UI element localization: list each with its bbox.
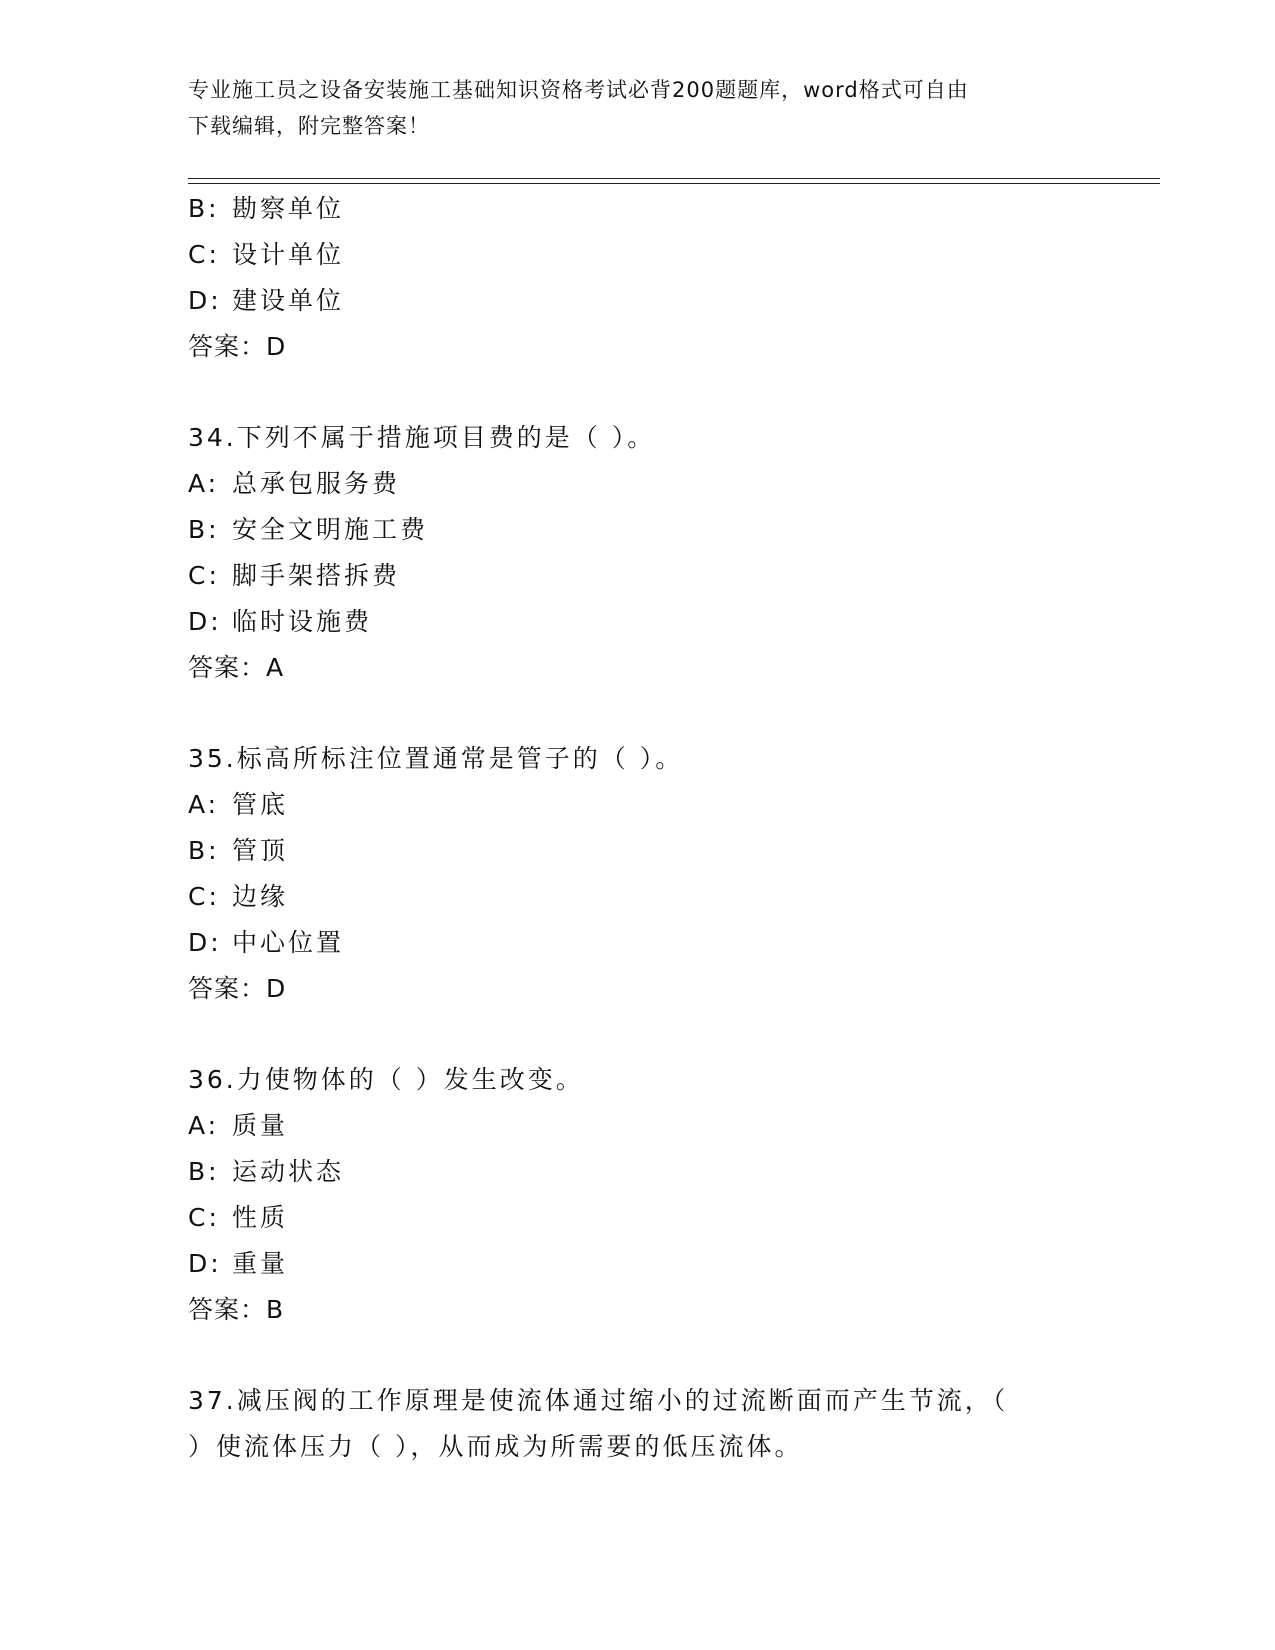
header-divider-bottom — [188, 183, 1160, 184]
option-letter: D: — [188, 607, 222, 636]
question-37-stem-line-2: ）使流体压力（ ），从而成为所需要的低压流体。 — [188, 1432, 803, 1461]
option-34-c — [188, 553, 1088, 599]
option-35-d — [188, 920, 1088, 966]
option-letter: D: — [188, 1249, 222, 1278]
option-letter: C: — [188, 1203, 220, 1232]
option-letter: A: — [188, 1111, 220, 1140]
option-letter: C: — [188, 561, 220, 590]
option-33-c — [188, 232, 1088, 278]
option-text: 脚手架搭拆费 — [232, 561, 401, 590]
option-letter: B: — [188, 1157, 220, 1186]
header-divider-top — [188, 178, 1160, 179]
option-letter: B: — [188, 515, 220, 544]
option-text: 边缘 — [232, 882, 289, 911]
option-36-a — [188, 1103, 1088, 1149]
option-text: 质量 — [232, 1111, 289, 1140]
option-letter: D: — [188, 928, 222, 957]
header-line-2: 下载编辑，附完整答案！ — [188, 114, 430, 138]
option-text: 勘察单位 — [232, 194, 345, 223]
option-35-b — [188, 828, 1088, 874]
option-letter: A: — [188, 469, 220, 498]
option-letter: C: — [188, 882, 220, 911]
option-text: 安全文明施工费 — [232, 515, 429, 544]
answer-36: 答案：B — [188, 1295, 285, 1324]
option-text: 重量 — [232, 1249, 289, 1278]
option-letter: C: — [188, 240, 220, 269]
question-content — [188, 186, 1088, 1470]
option-text: 中心位置 — [232, 928, 345, 957]
option-36-c — [188, 1195, 1088, 1241]
question-34-stem: 34.下列不属于措施项目费的是（ ）。 — [188, 423, 656, 452]
option-33-b — [188, 186, 1088, 232]
option-letter: A: — [188, 790, 220, 819]
option-36-b — [188, 1149, 1088, 1195]
option-text: 管底 — [232, 790, 289, 819]
option-35-c — [188, 874, 1088, 920]
answer-33: 答案：D — [188, 332, 287, 361]
option-letter: D: — [188, 286, 222, 315]
option-35-a — [188, 782, 1088, 828]
option-text: 总承包服务费 — [232, 469, 401, 498]
option-34-b — [188, 507, 1088, 553]
document-header — [188, 72, 1068, 144]
option-36-d — [188, 1241, 1088, 1287]
option-text: 性质 — [232, 1203, 289, 1232]
question-35-stem: 35.标高所标注位置通常是管子的（ ）。 — [188, 744, 684, 773]
option-letter: B: — [188, 194, 220, 223]
answer-34: 答案：A — [188, 653, 285, 682]
question-37-stem-line-1: 37.减压阀的工作原理是使流体通过缩小的过流断面而产生节流，（ — [188, 1386, 1009, 1415]
header-line-1: 专业施工员之设备安装施工基础知识资格考试必背200题题库，word格式可自由 — [188, 78, 969, 102]
option-letter: B: — [188, 836, 220, 865]
option-text: 建设单位 — [232, 286, 345, 315]
question-36-stem: 36.力使物体的（ ）发生改变。 — [188, 1065, 584, 1094]
option-text: 设计单位 — [232, 240, 345, 269]
option-text: 临时设施费 — [232, 607, 373, 636]
option-text: 管顶 — [232, 836, 289, 865]
option-34-a — [188, 461, 1088, 507]
answer-35: 答案：D — [188, 974, 287, 1003]
option-text: 运动状态 — [232, 1157, 345, 1186]
option-34-d — [188, 599, 1088, 645]
option-33-d — [188, 278, 1088, 324]
